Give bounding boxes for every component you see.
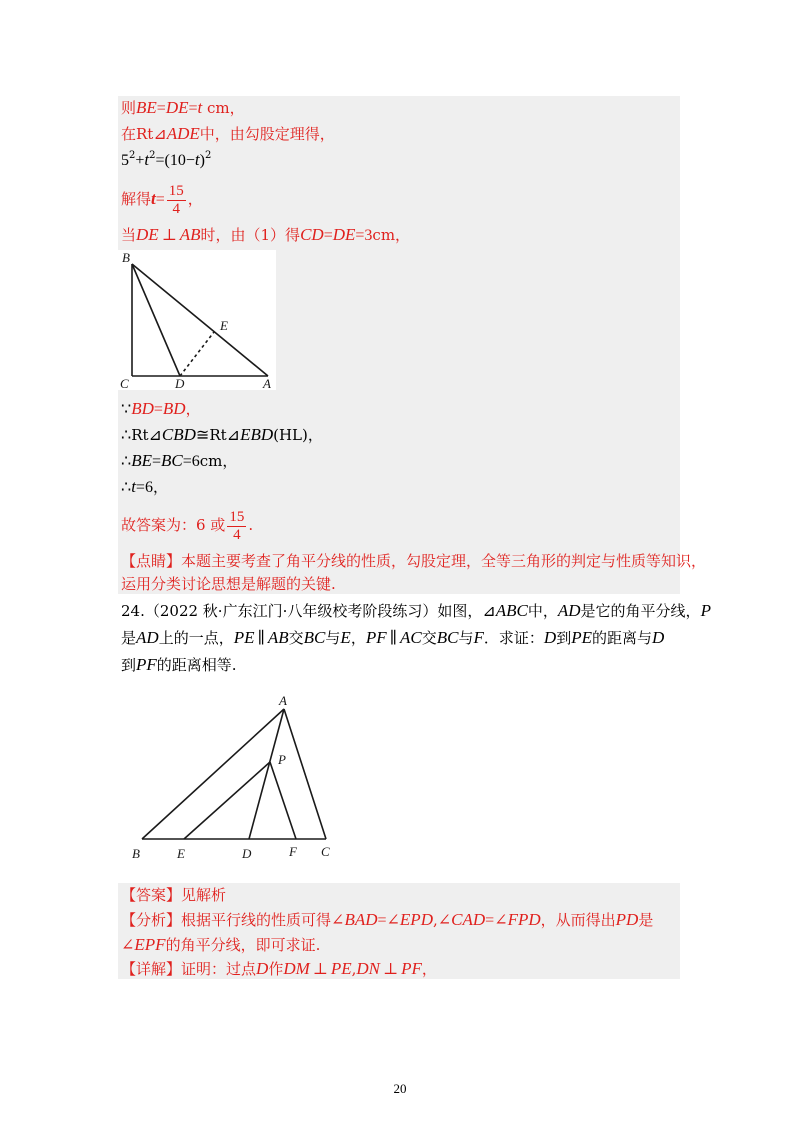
label-b: B (132, 846, 140, 861)
segment-ad (249, 709, 284, 839)
label-a: A (263, 376, 271, 390)
fraction-15-4: $\frac{15}{4}$ (168, 182, 184, 217)
analysis-line-1: 【分析】根据平行线的性质可得∠BAD=∠EPD,∠CAD=∠FPD，从而得出PD是 (121, 910, 654, 929)
label-e: E (177, 846, 185, 861)
comment-tag: 【点睛】 (121, 552, 182, 570)
segment-pe (184, 762, 270, 839)
solution-line-6: ∵BD=BD， (121, 399, 201, 418)
label-c: C (321, 844, 330, 859)
analysis-line-2: ∠EPF的角平分线，即可求证. (121, 935, 321, 954)
solution-line-8: ∴BE=BC=6cm， (121, 451, 238, 470)
comment-line-2: 运用分类讨论思想是解题的关键. (121, 575, 336, 593)
detail-line: 【详解】证明：过点D作DM ⊥ PE,DN ⊥ PF， (121, 959, 437, 978)
label-b: B (122, 250, 130, 265)
problem-line-2: 是AD上的一点，PE ∥ AB交BC与E，PF ∥ AC交BC与F．求证：D到PE的距离与D (121, 628, 665, 647)
answer-tag: 【答案】 (121, 886, 182, 904)
label-c: C (120, 376, 129, 390)
detail-tag: 【详解】 (121, 960, 182, 978)
label-f: F (289, 844, 297, 859)
answer-line: 【答案】见解析 (121, 886, 227, 904)
triangle-figure-2 (128, 690, 338, 865)
solution-line-2: 在Rt⊿ADE中，由勾股定理得， (121, 124, 335, 143)
solution-line-4: 解得t= $\frac{15}{4}$ ， (121, 182, 203, 217)
label-p: P (278, 752, 286, 767)
solution-line-5: 当DE ⊥ AB时，由（1）得CD=DE=3cm， (121, 225, 411, 244)
problem-line-3: 到PF的距离相等. (121, 655, 237, 674)
label-d: D (175, 376, 185, 390)
segment-ab (142, 709, 284, 839)
solution-line-9: ∴t=6， (121, 477, 168, 496)
label-e: E (220, 318, 228, 333)
problem-line-1: 24.（2022 秋·广东江门·八年级校考阶段练习）如图，⊿ABC中，AD是它的角平分线，P (121, 601, 711, 620)
page-number: 20 (393, 1081, 407, 1096)
label-a: A (279, 693, 287, 708)
triangle-figure-1 (118, 250, 276, 390)
analysis-tag: 【分析】 (121, 911, 182, 929)
solution-line-3: $5^2+t^2=(10-t)^2$ (121, 150, 212, 169)
label-d: D (242, 846, 252, 861)
segment-pf (270, 762, 296, 839)
solution-line-7: ∴Rt⊿CBD≅Rt⊿EBD(HL)， (121, 425, 323, 444)
solution-line-10: 故答案为：6 或 $\frac{15}{4}$ . (121, 508, 254, 543)
comment-line-1: 【点睛】本题主要考查了角平分线的性质，勾股定理，全等三角形的判定与性质等知识， (121, 552, 707, 570)
solution-line-1: 则BE=DE=t cm， (121, 98, 245, 117)
segment-ac (284, 709, 326, 839)
fraction-15-4-final: $\frac{15}{4}$ (229, 508, 245, 543)
problem-number: 24. (121, 602, 145, 620)
